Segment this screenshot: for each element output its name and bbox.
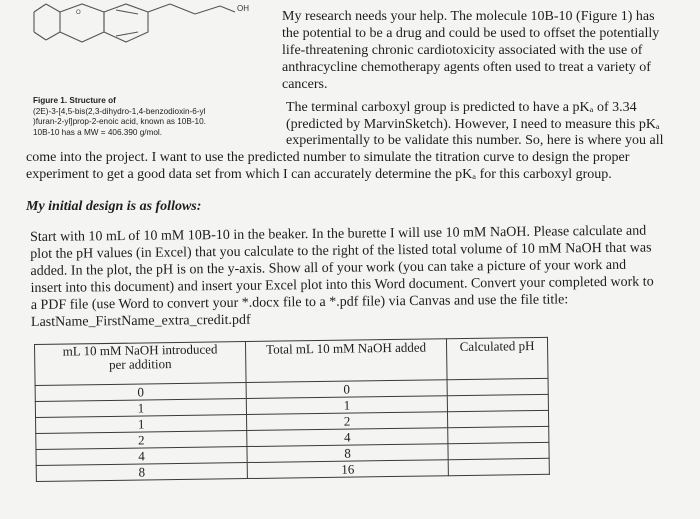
figure-caption-line: 10B-10 has a MW = 406.390 g/mol. [33, 127, 163, 137]
design-heading: My initial design is as follows: [26, 199, 202, 214]
text-line: LastName_FirstName_extra_credit.pdf [30, 312, 251, 330]
cell-ph[interactable] [448, 426, 549, 443]
figure-caption [33, 96, 273, 138]
cell-per-addition: 1 [35, 399, 246, 418]
text-line: My research needs your help. The molecule 10B-10 (Figure 1) has [282, 9, 655, 24]
cell-total: 2 [247, 412, 448, 431]
cell-total: 0 [246, 380, 447, 399]
header-text: mL 10 mM NaOH introduced [62, 341, 218, 359]
header-text: per addition [108, 356, 172, 372]
header-calculated-ph: Calculated pH [446, 337, 548, 379]
header-per-addition [35, 342, 247, 386]
cell-ph[interactable] [447, 410, 548, 427]
text-line: the potential to be a drug and could be used to offset the potentially [282, 26, 660, 41]
cell-total: 1 [246, 396, 447, 415]
cell-per-addition: 0 [35, 383, 246, 402]
pka-paragraph [286, 100, 686, 150]
cell-ph[interactable] [448, 442, 549, 459]
text-line: insert into this document) and insert your Excel plot into this Word document. Convert your completed work to [30, 274, 654, 296]
cell-per-addition: 2 [36, 431, 247, 450]
text-line: The terminal carboxyl group is predicted to have a pKₐ of 3.34 [286, 100, 637, 115]
cell-per-addition: 4 [36, 447, 247, 466]
instructions-paragraph [30, 222, 693, 331]
text-line: life-threatening chronic cardiotoxicity associated with the use of [282, 43, 643, 58]
cell-total: 8 [247, 444, 448, 463]
text-line: plot the pH values (in Excel) that you calculate to the right of the listed total volume of 10 mM NaOH that was [30, 240, 652, 262]
pka-paragraph-continued [26, 149, 691, 183]
svg-text:O: O [76, 10, 81, 16]
hydroxyl-label: OH [237, 4, 249, 13]
text-line: experimentally to be validate this number. So, here is where you all [286, 133, 664, 148]
figure-caption-title: Figure 1. Structure of [33, 96, 116, 105]
cell-per-addition: 8 [36, 463, 247, 482]
molecule-structure-figure [20, 0, 260, 78]
text-line: (predicted by MarvinSketch). However, I need to measure this pKₐ [286, 116, 660, 132]
cell-ph[interactable] [448, 458, 549, 475]
text-line: cancers. [282, 77, 328, 92]
text-line: a PDF file (use Word to convert your *.docx file to a *.pdf file) via Canvas and use the file title: [30, 292, 569, 313]
text-line: anthracycline chemotherapy agents often used to treat a variety of [282, 60, 651, 75]
text-line: Start with 10 mL of 10 mM 10B-10 in the beaker. In the burette I will use 10 mM NaOH. Please calculate and [30, 223, 647, 245]
intro-paragraph [282, 8, 687, 93]
text-line: added. In the plot, the pH is on the y-axis. Show all of your work (you can take a picture of your work and [30, 257, 627, 279]
cell-total: 4 [247, 428, 448, 447]
table-header-row [35, 337, 549, 385]
cell-ph[interactable] [447, 378, 548, 395]
cell-per-addition: 1 [36, 415, 247, 434]
text-line: come into the project. I want to use the predicted number to simulate the titration curve to design the proper [26, 150, 630, 165]
titration-table [34, 337, 550, 482]
figure-caption-line: )furan-2-yl]prop-2-enoic acid, known as 10B-10. [33, 117, 206, 126]
cell-total: 16 [247, 460, 448, 479]
text-line: experiment to get a good data set from which I can accurately determine the pKₐ for this carboxyl group. [26, 167, 612, 182]
figure-caption-line: (2E)-3-[4,5-bis(2,3-dihydro-1,4-benzodioxin-6-yl [33, 106, 206, 116]
cell-ph[interactable] [447, 394, 548, 411]
header-total-added: Total mL 10 mM NaOH added [245, 339, 447, 383]
